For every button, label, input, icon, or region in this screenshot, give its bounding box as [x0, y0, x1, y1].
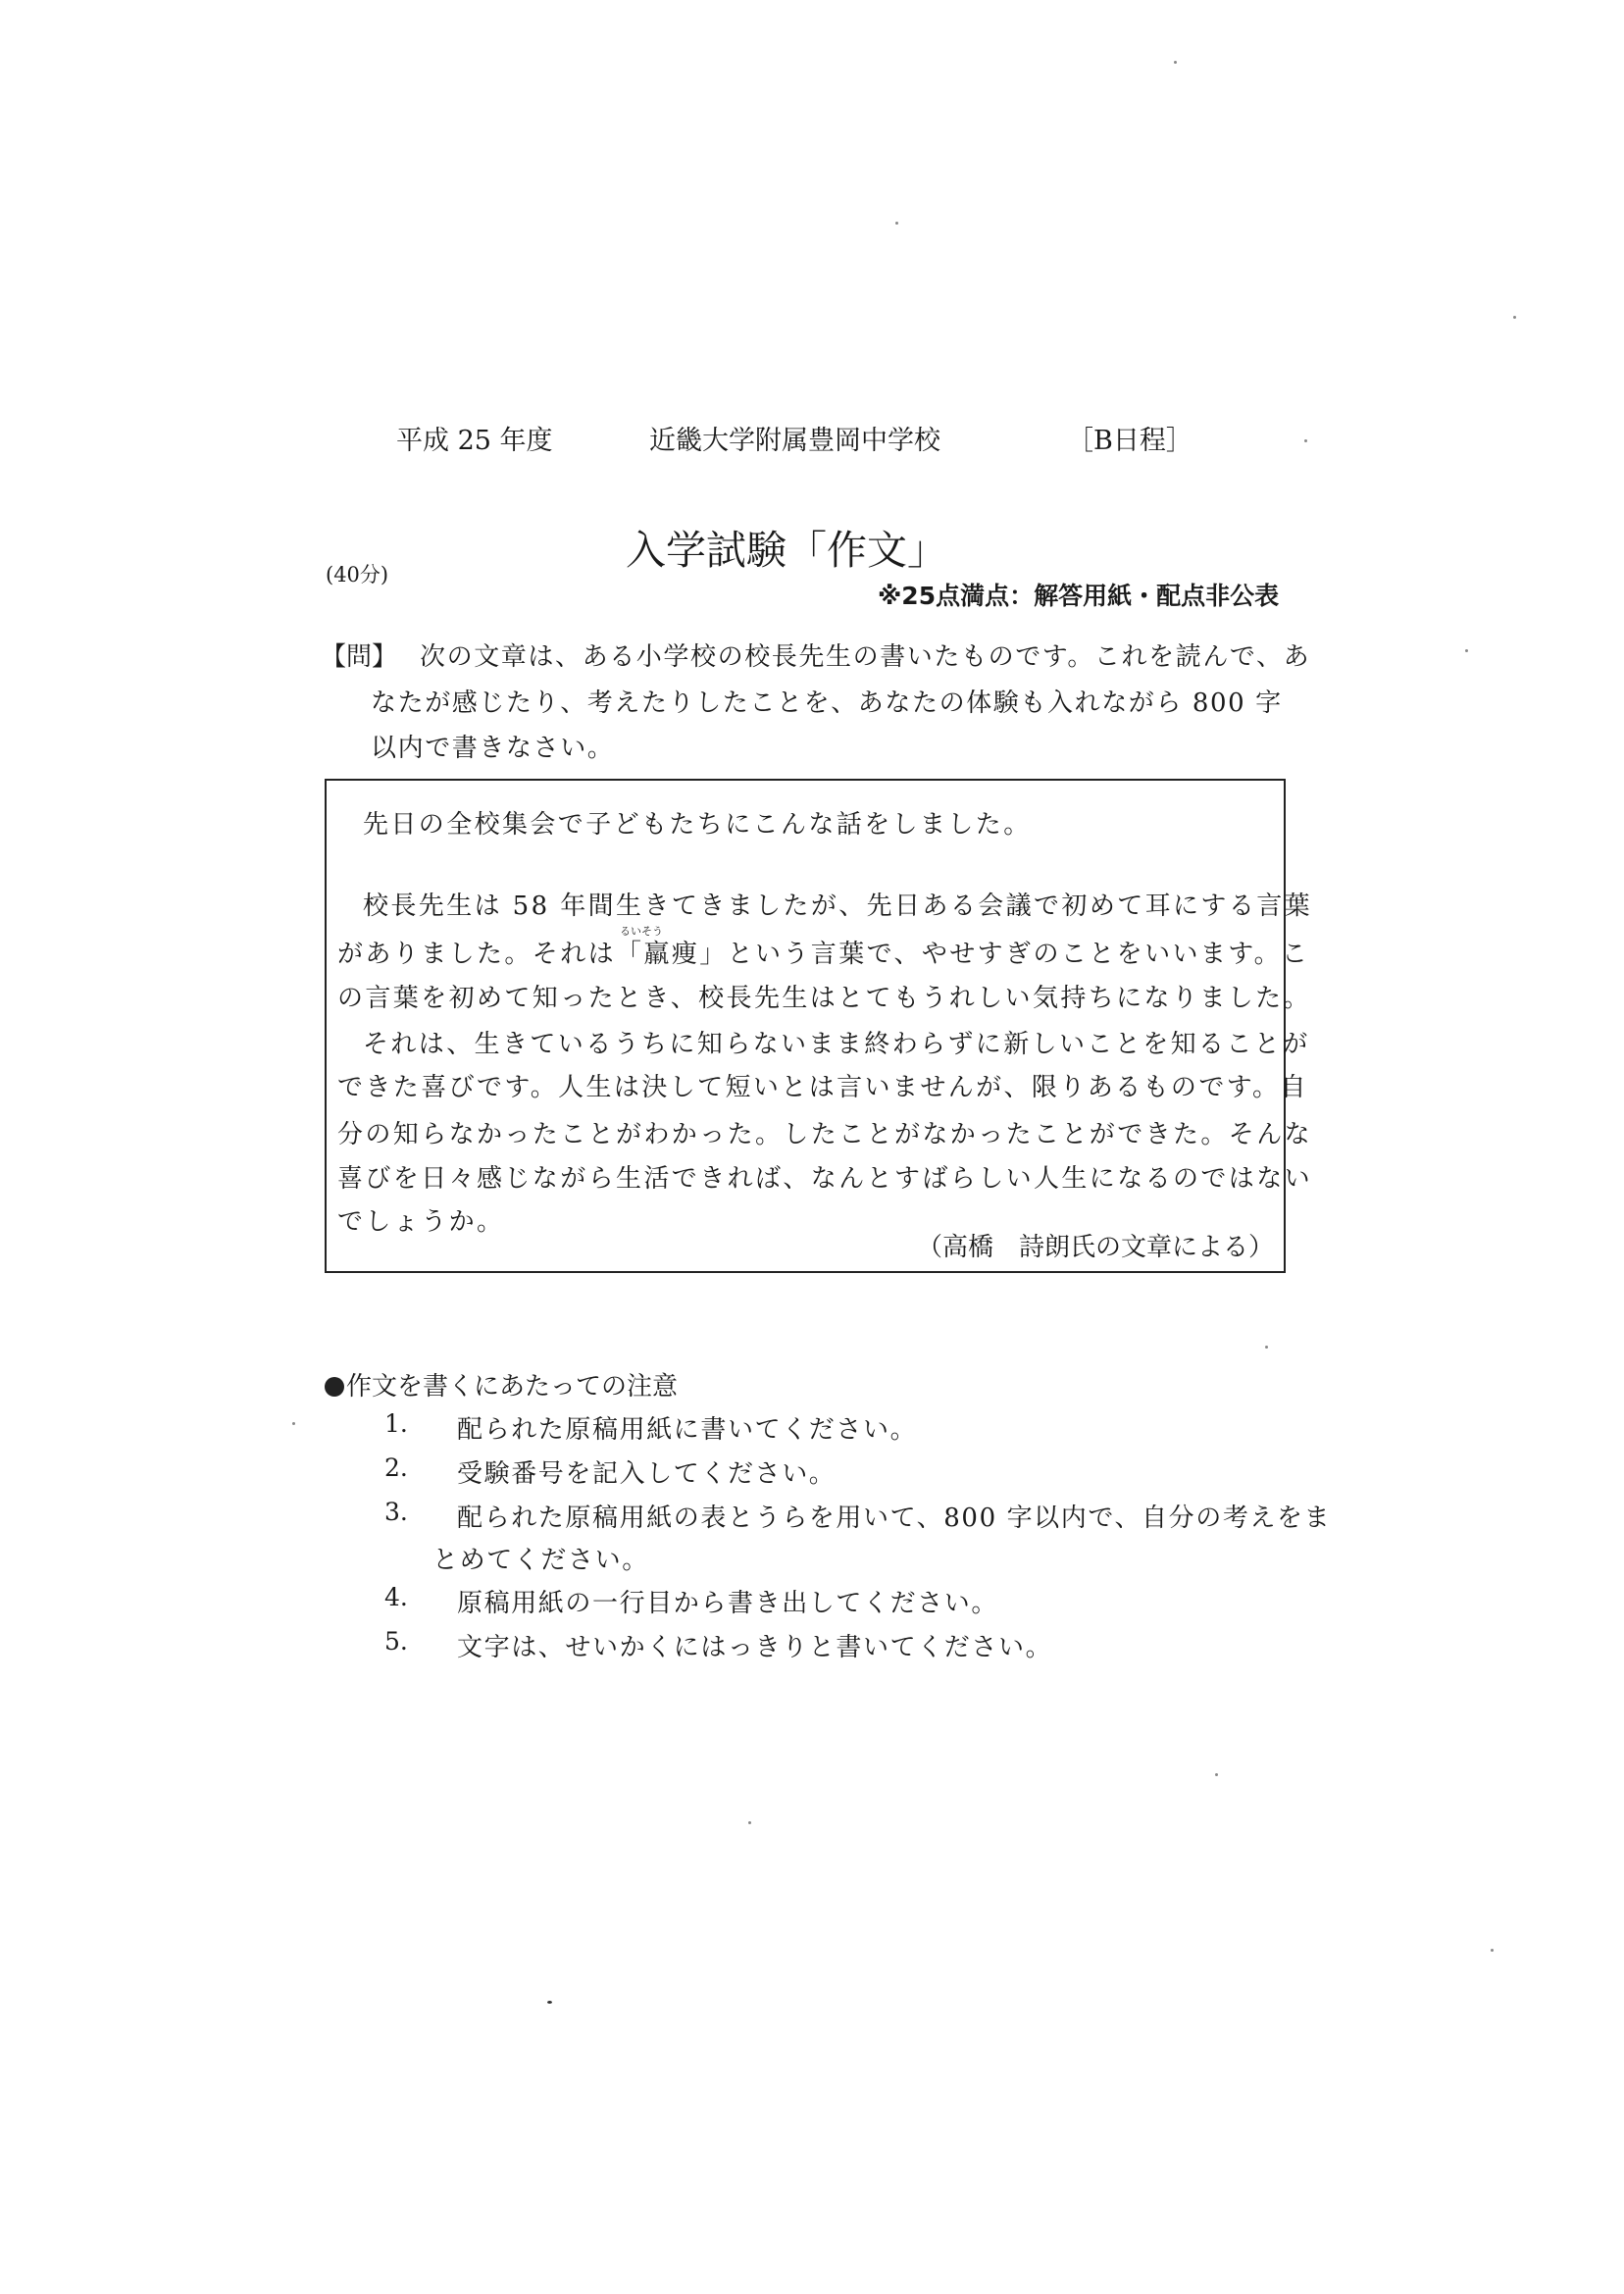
exam-year: 平成 25 年度	[396, 426, 553, 456]
question-line: なたが感じたり、考えたりしたことを、あなたの体験も入れながら 800 字	[371, 688, 1283, 718]
school-name: 近畿大学附属豊岡中学校	[649, 426, 940, 456]
scan-speck	[1265, 1346, 1268, 1349]
passage-line: がありました。それは「羸痩」という言葉で、やせすぎのことをいいます。こ	[337, 940, 1310, 969]
scan-speck	[1215, 1773, 1218, 1776]
time-limit: (40分)	[326, 563, 389, 586]
scan-speck	[1304, 439, 1307, 442]
note-number: 2.	[384, 1453, 408, 1482]
scan-speck	[895, 222, 898, 225]
note-text: 配られた原稿用紙に書いてください。	[457, 1415, 918, 1445]
scan-speck	[1174, 61, 1177, 64]
passage-line: の言葉を初めて知ったとき、校長先生はとてもうれしい気持ちになりました。	[337, 984, 1311, 1013]
note-number: 5.	[384, 1627, 408, 1656]
passage-line: 先日の全校集会で子どもたちにこんな話をしました。	[363, 810, 1032, 840]
scan-speck	[547, 2001, 552, 2004]
note-number: 4.	[384, 1583, 408, 1611]
passage-attribution: （高橋 詩朗氏の文章による）	[917, 1233, 1275, 1262]
scan-speck	[1465, 649, 1468, 652]
question-line: 次の文章は、ある小学校の校長先生の書いたものです。これを読んで、あ	[420, 642, 1311, 672]
note-text: 原稿用紙の一行目から書き出してください。	[457, 1589, 999, 1618]
exam-title: 入学試験「作文」	[626, 527, 947, 574]
note-text: 配られた原稿用紙の表とうらを用いて、800 字以内で、自分の考えをま	[457, 1504, 1332, 1533]
note-number: 1.	[384, 1409, 408, 1438]
passage-line: 校長先生は 58 年間生きてきましたが、先日ある会議で初めて耳にする言葉	[363, 892, 1313, 921]
question-tag: 【問】	[321, 642, 398, 672]
passage-line: できた喜びです。人生は決して短いとは言いませんが、限りあるものです。自	[337, 1073, 1308, 1102]
scan-speck	[292, 1422, 295, 1425]
score-note: ※25点満点：解答用紙・配点非公表	[878, 582, 1280, 610]
note-text-continued: とめてください。	[432, 1546, 649, 1575]
passage-line: それは、生きているうちに知らないまま終わらずに新しいことを知ることが	[363, 1030, 1310, 1059]
notes-heading-row	[325, 1366, 678, 1402]
passage-line: でしょうか。	[337, 1207, 505, 1237]
passage-line: 分の知らなかったことがわかった。したことがなかったことができた。そんな	[337, 1120, 1313, 1149]
bullet-circle-icon	[325, 1377, 344, 1397]
scan-speck	[1491, 1949, 1494, 1952]
notes-heading: 作文を書くにあたっての注意	[346, 1372, 679, 1402]
question-line: 以内で書きなさい。	[371, 734, 615, 763]
note-number: 3.	[384, 1498, 408, 1526]
scan-speck	[748, 1821, 751, 1824]
passage-line: 喜びを日々感じながら生活できれば、なんとすばらしい人生になるのではない	[337, 1164, 1313, 1194]
scan-speck	[1513, 316, 1516, 319]
note-text: 文字は、せいかくにはっきりと書いてください。	[457, 1633, 1053, 1662]
ruby-reading: るいそう	[620, 925, 663, 938]
exam-schedule: ［B日程］	[1067, 426, 1193, 456]
note-text: 受験番号を記入してください。	[457, 1459, 837, 1489]
